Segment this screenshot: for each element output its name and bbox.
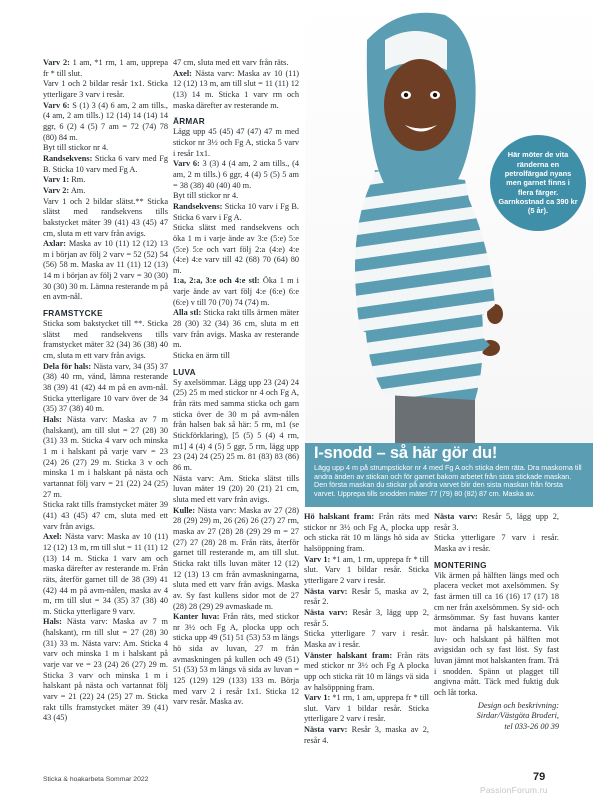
step-text: Nästa varv: Maska av 7 m (halskant), am till slut = 27 (28) 30 (31) 33 m. Sticka 4 varv och minska 1 m i halskant på varje varv = 23 (24) 26 (27) 29 m. Sticka 3 v och minska 1 m i halskant på nästa och vartannat följ varv = 21 (22) 24 (25) 27 m.	[43, 415, 168, 499]
paragraph	[173, 474, 299, 506]
info-bubble: Här möter de vita ränderna en petrolfärgad nyans men garnet finns i flera färger. Garnkostnad ca 390 kr (5 år).	[490, 135, 586, 231]
paragraph	[173, 506, 299, 613]
paragraph	[173, 191, 299, 202]
paragraph	[43, 239, 168, 303]
page-number: 79	[533, 771, 546, 783]
step-text: Nästa varv: Maska av 10 (11) 12 (12) 13 m, am till slut = 11 (11) 12 (13) 14 m. Sticka 1 varv rm och maska därefter av resterande m.	[173, 68, 299, 110]
text-column-2	[173, 58, 299, 708]
step-text: Nästa varv: Maska av 10 (11) 12 (12) 13 m, rm till slut = 11 (11) 12 (13) 14 m. Sticka 1 varv am och maska därefter av resterande m. Från räts, återför garnet till de 38 (39) 41 (42) 44 m på avm-nålen, maska av 4 m, rm till slut = 34 (35) 37 (38) 40 m. Sticka ytterligare 9 varv.	[43, 532, 168, 616]
paragraph	[43, 79, 168, 100]
step-label: Nästa varv:	[434, 512, 478, 521]
paragraph	[434, 512, 559, 533]
paragraph	[434, 571, 559, 699]
step-text: Varv 1 och 2 bildar slätst.** Sticka slätst med randsekvens tills bakstycket mäter 39 (41) 43 (45) 47 cm, sluta m ett varv från avigs.	[43, 196, 168, 238]
paragraph	[173, 308, 299, 351]
step-text: S (1) 3 (4) 6 am, 2 am tills., (4 am, 2 am tills.) 12 (14) 14 (14) 14 ggr, 6 (2) 4 (5) 7 am = 72 (74) 78 (80) 84 m.	[43, 100, 168, 142]
paragraph	[173, 351, 299, 362]
paragraph	[43, 175, 168, 186]
step-label: Varv 6:	[43, 100, 70, 110]
step-text: Am.	[69, 185, 86, 195]
step-text: Sticka som bakstycket till **. Sticka slätst med randsekvens tills framstycket mäter 32 (34) 36 (38) 40 cm, sluta m ett varv från avigs.	[43, 319, 168, 361]
step-label: Varv 1:	[304, 693, 331, 703]
step-text: Sticka en ärm till	[173, 351, 230, 361]
paragraph	[43, 101, 168, 144]
paragraph	[43, 532, 168, 617]
step-text: Resår 5, maska av 2, resår 2.	[304, 586, 430, 607]
paragraph	[173, 127, 299, 159]
step-text: Sy axelsömmar. Lägg upp 23 (24) 24 (25) 25 m med stickor nr 4 och Fg A, från räts med samma sticka och garn sticka över de 30 m på avm-nålen från halsen bak så här: 5 rm, m1 (se Stickförklaring), [5 (5) 5 (4) 4 rm, m1] 4 (4) 4 (5) 5 ggr, 5 rm, lägg upp 23 (24) 24 (25) 25 m. 81 (83) 83 (86) 86 m.	[173, 377, 299, 472]
step-text: Sticka rakt tills ärmen mäter 28 (30) 32 (34) 36 cm, sluta m ett varv från avigs. Maska av resterande m.	[173, 308, 300, 350]
paragraph	[304, 512, 429, 555]
step-label: Varv 1:	[43, 175, 70, 185]
paragraph	[173, 276, 299, 308]
paragraph	[43, 415, 168, 500]
step-text: Vik ärmen på hälften längs med och placera vecket mot axelsömmen. Sy fast ärmen till ca 16 (16) 17 (17) 18 cm ner från axelsömmen. Sy sid- och ärmsömmar. Sy fast huvans kanter mot ändarna på halskanterna. Vik luv- och halskant på hälften mot avigsidan och sy fast löst. Sy fast luvan jämnt mot halskanten fram. Trä i snodden. Spänn ut plagget till angivna mått. Täck med fuktig duk och låt torka.	[434, 570, 559, 697]
step-label: Hals:	[43, 617, 62, 627]
paragraph	[304, 587, 429, 608]
step-label: Randsekvens:	[43, 153, 93, 163]
i-cord-title: I-snodd – så här gör du!	[314, 444, 498, 462]
step-text: Nästa varv: Maska av 7 m (halskant), rm till slut = 27 (28) 30 (31) 33 m. Nästa varv: Am. Sticka 4 varv och minska 1 m i halskant på varje var ve = 23 (24) 26 (27) 29 m. Sticka 3 varv och minska 1 m i halskant på nästa och vartannat följ varv = 21 (22) 24 (25) 27 m. Sticka rakt tills framstycket mäter 39 (41) 43 (45)	[43, 617, 168, 723]
step-text: Sticka 6 varv med Fg B. Sticka 10 varv med Fg A.	[43, 153, 168, 174]
step-text: 1 am, *1 rm, 1 am, upprepa fr * till slut.	[43, 58, 168, 78]
step-text: *1 rm, 1 am, upprepa fr * till slut. Varv 1 bildar resår. Sticka ytterligare 2 varv i resår.	[304, 693, 429, 724]
step-text: Från räts med stickor nr 3½ och Fg A, plocka upp och sticka rät 10 m längs hö sida av halsöppning fram.	[304, 512, 429, 553]
credit-line: Design och beskrivning:	[477, 700, 559, 710]
step-text: Från räts, med stickor nr 3½ och Fg A, plocka upp och sticka upp 49 (51) 51 (53) 53 m längs hö sida av luvan, 27 m från avmaskningen på kullen och 49 (51) 51 (53) 53 m längs vä sida av luvan = 125 (129) 129 (133) 133 m. Börja med varv 2 i resår 1x1. Sticka 12 varv resår. Maska av.	[173, 612, 299, 707]
section-heading: ÄRMAR	[173, 117, 205, 127]
paragraph	[304, 629, 429, 650]
step-text: Nästa varv: Maska av 27 (28) 28 (29) 29) m, 26 (26) 26 (27) 27 rm, maska av 27 (28) 28 (29) 29 m = 27 (27) 27 (28) 28 m. Från räts, återför garnet till resterande m, am till slut. Sticka rakt tills luvan mäter 12 (12) 12 (13) 13 cm från avmaskningarna, sluta med ett varv från avigs. Maska av. Sy fast kullens sidor mot de 27 (28) 28 (29) 29 avmaskade m.	[173, 505, 299, 611]
paragraph	[43, 319, 168, 362]
paragraph	[173, 378, 299, 474]
step-text: Sticka ytterligare 7 varv i resår. Maska av i resår.	[434, 533, 559, 553]
step-text: Sticka rakt tills framstycket mäter 39 (41) 43 (45) 47 cm, sluta med ett varv från avigs.	[43, 500, 168, 531]
step-text: Resår 3, lägg upp 2, resår 5.	[304, 607, 430, 628]
paragraph	[43, 143, 168, 154]
step-label: Varv 6:	[173, 159, 200, 169]
step-label: Varv 1:	[304, 554, 331, 564]
step-text: Varv 1 och 2 bildar resår 1x1. Sticka ytterligare 3 varv i resår.	[43, 79, 168, 99]
magazine-footer: Sticka & hoakarbeta Sommar 2022	[43, 776, 149, 783]
step-label: Randsekvens:	[173, 201, 223, 211]
step-text: Rm.	[69, 175, 86, 185]
step-text: Från räts med stickor nr 3½ och Fg A plocka upp och sticka rät 10 m längs vä sida av halsöppning fram.	[304, 650, 429, 692]
step-label: Nästa varv:	[304, 586, 348, 596]
step-text: 47 cm, sluta med ett varv från räts.	[173, 58, 289, 67]
watermark: PassionForum.ru	[480, 785, 548, 795]
paragraph	[304, 608, 429, 629]
text-column-1	[43, 58, 168, 724]
step-label: Alla stl:	[173, 308, 202, 318]
step-text: Maska av 10 (11) 12 (12) 13 m i början av följ 2 varv = 52 (52) 54 (56) 58 m. Maska av 11 (11) 12 (13) 14 m i början av följ 2 varv = 30 (30) 30 (30) 30 m. Lämna resterande m på en avm-nål.	[43, 239, 168, 302]
paragraph	[304, 725, 429, 746]
i-cord-instructions: Lägg upp 4 m på strumpstickor nr 4 med Fg A och sticka dem räta. Dra maskorna till andra änden av stickan och för garnet bakom arbetet från sista stickade maskan. Den första maskan du stickar på andra varvet blir den sista maskan från första varvet. Upprepa tills snodden mäter 77 (79) 80 (82) 87 cm. Maska av.	[314, 463, 582, 498]
step-label: 1:a, 2:a, 3:e och 4:e stl:	[173, 276, 260, 286]
step-text: Resår 5, lägg upp 2, resår 3.	[434, 512, 560, 532]
i-cord-box	[305, 443, 593, 507]
step-text: Lägg upp 45 (45) 47 (47) 47 m med stickor nr 3½ och Fg A, sticka 5 varv i resår 1x1.	[173, 127, 299, 158]
paragraph	[43, 154, 168, 175]
step-label: Nästa varv:	[304, 607, 348, 617]
step-label: Axlar:	[43, 239, 67, 249]
paragraph	[43, 617, 168, 724]
step-label: Varv 2:	[43, 58, 70, 67]
step-label: Hö halskant fram:	[304, 512, 375, 521]
paragraph	[173, 612, 299, 708]
paragraph	[173, 159, 299, 191]
section-heading: MONTERING	[434, 560, 487, 570]
paragraph	[173, 69, 299, 112]
paragraph	[173, 58, 299, 69]
step-text: 3 (3) 4 (4 am, 2 am tills., (4 am, 2 m tills.) 6 ggr, 4 (4) 5 (5) 5 am = 38 (38) 40 (40) 40 m.	[173, 159, 299, 190]
step-label: Axel:	[173, 68, 192, 78]
step-label: Varv 2:	[43, 185, 70, 195]
step-text: Byt till stickor nr 4.	[43, 143, 109, 153]
paragraph	[173, 223, 299, 276]
step-label: Nästa varv:	[304, 725, 348, 735]
paragraph	[434, 533, 559, 554]
section-heading: LUVA	[173, 367, 196, 377]
step-label: Hals:	[43, 415, 62, 424]
step-label: Vänster halskant fram:	[304, 650, 393, 660]
text-column-3	[304, 512, 429, 746]
paragraph	[43, 186, 168, 197]
step-text: Nästa varv: Am. Sticka slätst tills luvan mäter 19 (20) 20 (21) 21 cm, sluta med ett varv från avigs.	[173, 473, 299, 504]
paragraph	[43, 500, 168, 532]
paragraph	[43, 362, 168, 415]
section-heading: FRAMSTYCKE	[43, 309, 103, 319]
paragraph	[304, 651, 429, 694]
step-label: Axel:	[43, 532, 62, 542]
text-column-4-body	[434, 512, 559, 699]
design-credit	[434, 701, 559, 733]
step-text: Sticka slätst med randsekvens och öka 1 m i varje ände av 3:e (5:e) 5:e (5:e) 5:e och vart följ 2:a (4:e) 4:e (4:e) 4:e varv till 42 (68) 70 (64) 80 m.	[173, 223, 299, 275]
step-text: Resår 3, maska av 2, resår 4.	[304, 725, 430, 745]
paragraph	[43, 58, 168, 79]
step-text: Nästa varv, 34 (35) 37 (38) 40 rm, vänd, lämna resterande 38 (39) 41 (42) 44 m på en avm-nål. Sticka ytterligare 10 varv över de 34 (35) 37 (38) 40 m.	[43, 361, 168, 414]
step-text: Byt till stickor nr 4.	[173, 191, 239, 201]
step-label: Kanter luva:	[173, 612, 220, 622]
text-column-4	[434, 512, 559, 732]
paragraph	[173, 202, 299, 223]
paragraph	[304, 693, 429, 725]
step-text: Sticka 10 varv i Fg B. Sticka 6 varv i Fg A.	[173, 201, 299, 222]
step-label: Kulle:	[173, 505, 196, 515]
credit-line: tel 033-26 00 39	[504, 721, 559, 731]
step-text: *1 am, 1 rm, upprepa fr * till slut. Varv 1 bildar resår. Sticka ytterligare 2 varv i resår.	[304, 554, 429, 585]
paragraph	[43, 197, 168, 240]
step-text: Öka 1 m i varje ände av vart följ 4:e (6:e) 6:e (6:e) v till 70 (70) 74 (74) m.	[173, 276, 299, 307]
paragraph	[304, 555, 429, 587]
credit-line: Sirdar/Västgöta Broderi,	[476, 711, 559, 721]
step-text: Sticka ytterligare 7 varv i resår. Maska av i resår.	[304, 629, 429, 649]
step-label: Dela för hals:	[43, 361, 92, 371]
